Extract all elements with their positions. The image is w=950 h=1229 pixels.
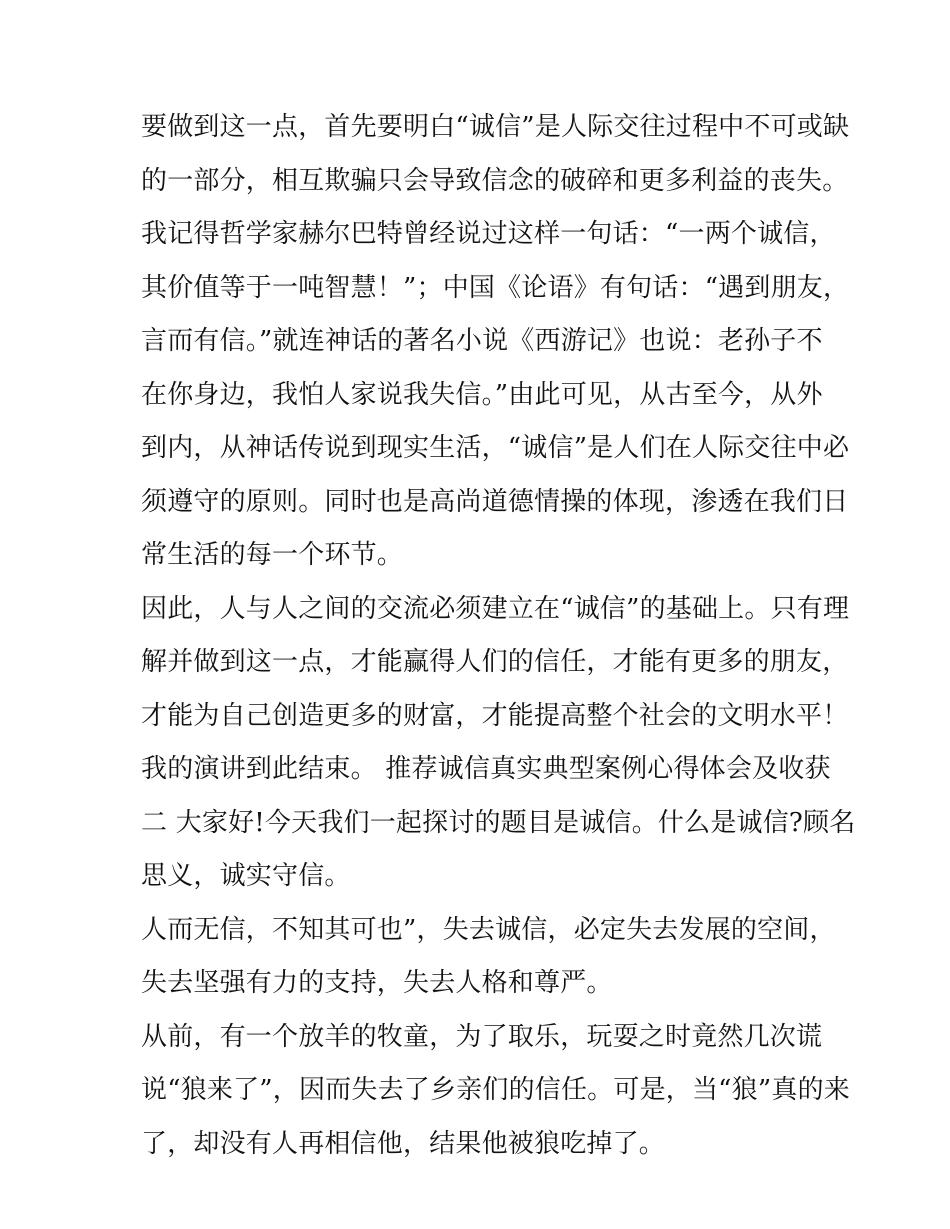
text-line: 二 大家好!今天我们一起探讨的题目是诚信。什么是诚信?顾名 [141,807,856,838]
text-line: 思义，诚实守信。 [141,861,351,891]
text-line: 的一部分，相互欺骗只会导致信念的破碎和更多利益的丧失。 [141,165,849,196]
text-line: 人而无信，不知其可也”，失去诚信，必定失去发展的空间， [141,914,836,945]
text-line: 解并做到这一点，才能赢得人们的信任，才能有更多的朋友， [141,647,849,677]
text-line: 其价值等于一吨智慧！”；中国《论语》有句话：“遇到朋友， [141,272,850,303]
text-line: 我记得哲学家赫尔巴特曾经说过这样一句话：“一两个诚信， [141,219,836,249]
text-line: 到内，从神话传说到现实生活，“诚信”是人们在人际交往中必 [141,433,850,463]
text-line: 要做到这一点，首先要明白“诚信”是人际交往过程中不可或缺 [141,112,850,142]
text-line: 言而有信。”就连神话的著名小说《西游记》也说：老孙子不 [141,326,823,356]
text-line: 我的演讲到此结束。 推荐诚信真实典型案例心得体会及收获 [141,754,831,784]
text-line: 常生活的每一个环节。 [141,540,404,570]
text-line: 从前，有一个放羊的牧童，为了取乐，玩耍之时竟然几次谎 [141,1021,823,1052]
text-line: 在你身边，我怕人家说我失信。”由此可见，从古至今，从外 [141,379,823,410]
text-line: 说“狼来了”，因而失去了乡亲们的信任。可是，当“狼”真的来 [141,1075,850,1105]
text-line: 失去坚强有力的支持，失去人格和尊严。 [141,968,613,998]
text-line: 因此，人与人之间的交流必须建立在“诚信”的基础上。只有理 [141,593,850,624]
text-line: 了，却没有人再相信他，结果他被狼吃掉了。 [141,1128,666,1159]
document-body [141,101,856,1171]
text-line: 才能为自己创造更多的财富，才能提高整个社会的文明水平！ [141,700,849,731]
text-line: 须遵守的原则。同时也是高尚道德情操的体现，渗透在我们日 [141,486,849,517]
